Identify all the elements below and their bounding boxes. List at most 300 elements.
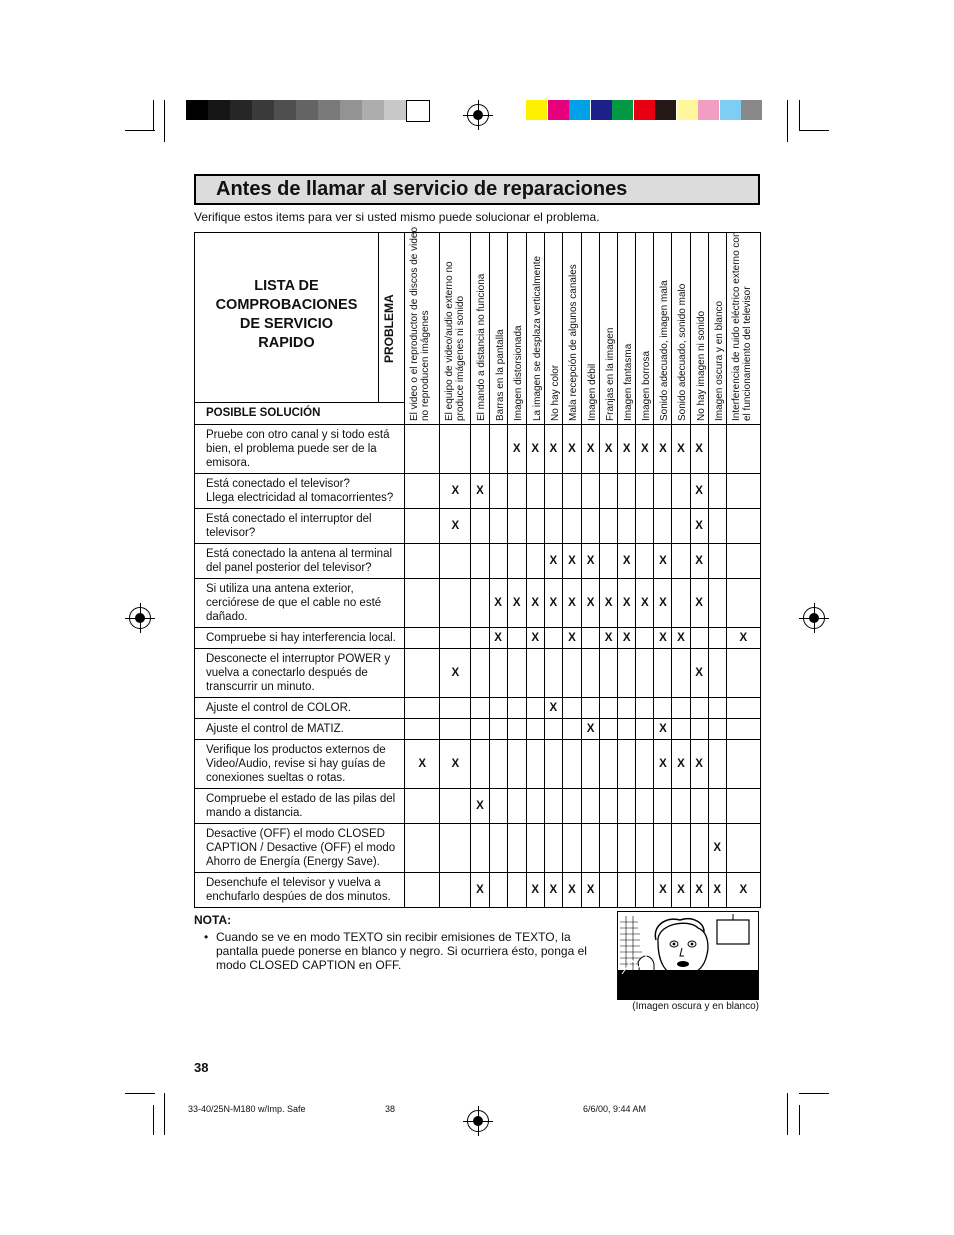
check-mark-cell bbox=[726, 649, 760, 698]
check-mark-cell bbox=[471, 544, 489, 579]
check-mark-cell bbox=[636, 824, 654, 873]
problem-label-cell bbox=[378, 233, 404, 403]
check-mark-cell bbox=[471, 824, 489, 873]
check-mark: X bbox=[713, 884, 722, 896]
check-mark-cell bbox=[507, 474, 526, 509]
check-mark: X bbox=[568, 597, 576, 609]
solution-line: Está conectado el interruptor del bbox=[206, 513, 372, 525]
check-mark-cell bbox=[489, 740, 507, 789]
check-mark: X bbox=[586, 443, 595, 455]
check-mark: X bbox=[604, 443, 613, 455]
check-mark-cell bbox=[690, 425, 708, 474]
problem-label-line: Imagen borrosa bbox=[641, 350, 653, 421]
check-mark-cell bbox=[471, 579, 489, 628]
check-mark-cell bbox=[708, 474, 726, 509]
check-mark-cell bbox=[618, 719, 636, 740]
check-mark-cell bbox=[708, 544, 726, 579]
check-mark-cell bbox=[708, 649, 726, 698]
check-mark-cell bbox=[489, 789, 507, 824]
check-mark-cell bbox=[654, 628, 672, 649]
color-swatch bbox=[526, 100, 547, 120]
check-mark-cell bbox=[440, 824, 471, 873]
check-mark-cell bbox=[708, 509, 726, 544]
check-mark-cell bbox=[708, 425, 726, 474]
page-title: Antes de llamar al servicio de reparaciones bbox=[216, 178, 628, 200]
check-mark-cell bbox=[600, 740, 618, 789]
check-mark-cell bbox=[726, 628, 760, 649]
check-mark: X bbox=[659, 597, 667, 609]
note-item bbox=[204, 930, 594, 972]
check-mark-cell bbox=[489, 873, 507, 908]
solution-line: Está conectado la antena al terminal bbox=[206, 548, 393, 560]
check-mark-cell bbox=[726, 698, 760, 719]
solution-line: Está conectado el televisor? bbox=[206, 478, 350, 490]
problem-header bbox=[405, 226, 440, 425]
gray-swatch bbox=[186, 100, 208, 120]
check-mark-cell bbox=[471, 789, 489, 824]
check-mark-cell bbox=[672, 740, 690, 789]
check-mark-cell bbox=[690, 649, 708, 698]
check-mark: X bbox=[604, 632, 613, 644]
check-mark-cell bbox=[600, 789, 618, 824]
check-mark-cell bbox=[489, 719, 507, 740]
check-mark: X bbox=[695, 758, 703, 770]
check-mark: X bbox=[622, 443, 631, 455]
check-mark-cell bbox=[405, 873, 440, 908]
check-mark-cell bbox=[672, 628, 690, 649]
check-mark-cell bbox=[507, 579, 526, 628]
table-row bbox=[195, 649, 761, 698]
solution-cell bbox=[195, 873, 405, 908]
table-row bbox=[195, 579, 761, 628]
check-mark-cell bbox=[636, 698, 654, 719]
check-mark-cell bbox=[526, 509, 544, 544]
solution-cell bbox=[195, 698, 405, 719]
check-mark: X bbox=[695, 485, 703, 497]
check-mark-cell bbox=[618, 873, 636, 908]
gray-swatch bbox=[230, 100, 252, 120]
check-mark-cell bbox=[405, 425, 440, 474]
problem-label-line: el funcionamiento del televisor bbox=[741, 286, 753, 421]
check-mark-cell bbox=[618, 628, 636, 649]
man-with-tv-illustration bbox=[618, 912, 758, 999]
table-row bbox=[195, 544, 761, 579]
check-mark-cell bbox=[562, 509, 581, 544]
check-mark-cell bbox=[690, 719, 708, 740]
check-mark-cell bbox=[526, 628, 544, 649]
check-mark-cell bbox=[562, 719, 581, 740]
check-mark-cell bbox=[636, 789, 654, 824]
problem-header bbox=[526, 233, 544, 425]
color-swatch bbox=[698, 100, 719, 120]
check-mark-cell bbox=[690, 789, 708, 824]
solution-line: Verifique los productos externos de bbox=[206, 744, 386, 756]
check-mark-cell bbox=[618, 698, 636, 719]
check-mark-cell bbox=[526, 474, 544, 509]
check-mark-cell bbox=[405, 579, 440, 628]
check-mark-cell bbox=[562, 474, 581, 509]
service-checklist-table bbox=[194, 226, 761, 908]
registration-mark-icon bbox=[467, 1110, 489, 1132]
check-mark-cell bbox=[726, 824, 760, 873]
check-mark-cell bbox=[471, 719, 489, 740]
solution-line: vuelva a conectarlo después de bbox=[206, 667, 368, 679]
check-mark-cell bbox=[507, 649, 526, 698]
check-mark-cell bbox=[562, 425, 581, 474]
check-mark-cell bbox=[581, 509, 599, 544]
check-mark: X bbox=[586, 884, 595, 896]
check-mark-cell bbox=[654, 824, 672, 873]
check-mark-cell bbox=[581, 628, 599, 649]
check-mark-cell bbox=[471, 509, 489, 544]
problem-header bbox=[726, 233, 760, 425]
registration-mark-icon bbox=[803, 607, 825, 629]
check-mark-cell bbox=[581, 544, 599, 579]
heading-line: LISTA DE bbox=[254, 278, 319, 294]
check-mark-cell bbox=[544, 474, 562, 509]
check-mark-cell bbox=[562, 544, 581, 579]
check-mark-cell bbox=[507, 789, 526, 824]
check-mark-cell bbox=[471, 740, 489, 789]
problem-header bbox=[507, 233, 526, 425]
problem-label-line: Interferencia de ruido eléctrico externo con bbox=[730, 231, 742, 421]
heading-line: RAPIDO bbox=[258, 335, 315, 351]
check-mark-cell bbox=[440, 873, 471, 908]
check-mark-cell bbox=[600, 719, 618, 740]
gray-swatch bbox=[318, 100, 340, 120]
check-mark-cell bbox=[526, 425, 544, 474]
check-mark: X bbox=[713, 842, 722, 854]
problem-header bbox=[690, 233, 708, 425]
check-mark: X bbox=[568, 884, 576, 896]
check-mark: X bbox=[677, 443, 685, 455]
check-mark-cell bbox=[600, 579, 618, 628]
check-mark-cell bbox=[618, 649, 636, 698]
problem-header bbox=[544, 233, 562, 425]
solution-line: Ahorro de Energía (Energy Save). bbox=[206, 856, 380, 868]
check-mark-cell bbox=[726, 474, 760, 509]
check-mark-cell bbox=[636, 628, 654, 649]
check-mark-cell bbox=[636, 544, 654, 579]
check-mark-cell bbox=[489, 474, 507, 509]
check-mark-cell bbox=[618, 509, 636, 544]
check-mark-cell bbox=[405, 628, 440, 649]
check-mark-cell bbox=[507, 873, 526, 908]
gray-swatch bbox=[208, 100, 230, 120]
solution-cell bbox=[195, 579, 405, 628]
check-mark-cell bbox=[600, 824, 618, 873]
check-mark: X bbox=[418, 758, 427, 770]
color-swatch bbox=[741, 100, 762, 120]
check-mark-cell bbox=[507, 824, 526, 873]
check-mark-cell bbox=[654, 719, 672, 740]
check-mark-cell bbox=[672, 824, 690, 873]
color-swatch bbox=[548, 100, 569, 120]
check-mark-cell bbox=[618, 579, 636, 628]
check-mark-cell bbox=[708, 789, 726, 824]
intro-text: Verifique estos items para ver si usted mismo puede solucionar el problema. bbox=[194, 210, 600, 224]
check-mark-cell bbox=[489, 628, 507, 649]
check-mark: X bbox=[549, 884, 558, 896]
check-mark-cell bbox=[654, 740, 672, 789]
check-mark-cell bbox=[581, 789, 599, 824]
check-mark-cell bbox=[544, 425, 562, 474]
check-mark-cell bbox=[618, 740, 636, 789]
check-mark-cell bbox=[489, 649, 507, 698]
problem-label-line: Sonido adecuado, imagen mala bbox=[659, 280, 671, 421]
check-mark-cell bbox=[636, 873, 654, 908]
problem-label-line: Sonido adecuado, sonido malo bbox=[677, 283, 689, 421]
problem-label-line: Franjas en la imagen bbox=[605, 327, 617, 421]
check-mark: X bbox=[695, 667, 703, 679]
check-mark-cell bbox=[544, 509, 562, 544]
check-mark-cell bbox=[581, 579, 599, 628]
table-row bbox=[195, 474, 761, 509]
problem-label-line: La imagen se desplaza verticalmente bbox=[531, 255, 543, 421]
check-mark-cell bbox=[618, 544, 636, 579]
check-mark-cell bbox=[672, 544, 690, 579]
check-mark-cell bbox=[726, 789, 760, 824]
check-mark-cell bbox=[654, 509, 672, 544]
problem-label-line: No hay color bbox=[549, 364, 561, 421]
check-mark-cell bbox=[507, 425, 526, 474]
problem-label-line: No hay imagen ni sonido bbox=[695, 310, 707, 421]
check-mark-cell bbox=[581, 649, 599, 698]
solution-cell bbox=[195, 628, 405, 649]
check-mark-cell bbox=[672, 719, 690, 740]
problem-header bbox=[636, 233, 654, 425]
check-mark: X bbox=[494, 632, 502, 644]
bullet: • bbox=[204, 930, 209, 944]
check-mark-cell bbox=[600, 698, 618, 719]
solution-line: emisora. bbox=[206, 457, 251, 469]
check-mark-cell bbox=[544, 719, 562, 740]
check-mark-cell bbox=[405, 509, 440, 544]
check-mark-cell bbox=[708, 628, 726, 649]
check-mark: X bbox=[695, 884, 703, 896]
solution-line: Llega electricidad al tomacorrientes? bbox=[206, 492, 394, 504]
check-mark-cell bbox=[672, 474, 690, 509]
check-mark: X bbox=[659, 723, 667, 735]
check-mark: X bbox=[695, 555, 703, 567]
check-mark-cell bbox=[489, 509, 507, 544]
color-swatch bbox=[634, 100, 655, 120]
check-mark-cell bbox=[405, 824, 440, 873]
check-mark-cell bbox=[489, 824, 507, 873]
check-mark-cell bbox=[405, 740, 440, 789]
check-mark: X bbox=[695, 520, 703, 532]
table-row bbox=[195, 628, 761, 649]
check-mark: X bbox=[549, 555, 558, 567]
check-mark-cell bbox=[690, 628, 708, 649]
check-mark-cell bbox=[544, 544, 562, 579]
table-row bbox=[195, 740, 761, 789]
solution-line: Ajuste el control de MATIZ. bbox=[206, 723, 344, 735]
check-mark-cell bbox=[405, 719, 440, 740]
solution-label: POSIBLE SOLUCIÓN bbox=[195, 402, 405, 424]
check-mark-cell bbox=[489, 698, 507, 719]
check-mark: X bbox=[622, 597, 631, 609]
check-mark-cell bbox=[708, 740, 726, 789]
check-mark-cell bbox=[562, 873, 581, 908]
check-mark-cell bbox=[581, 719, 599, 740]
check-mark-cell bbox=[471, 873, 489, 908]
check-mark-cell bbox=[600, 425, 618, 474]
problem-label-line: Imagen oscura y en blanco bbox=[713, 300, 725, 421]
problem-header bbox=[618, 233, 636, 425]
check-mark: X bbox=[622, 555, 631, 567]
check-mark-cell bbox=[654, 698, 672, 719]
check-mark: X bbox=[739, 632, 748, 644]
table-row bbox=[195, 698, 761, 719]
check-mark-cell bbox=[440, 649, 471, 698]
solution-line: bien, el problema puede ser de la bbox=[206, 443, 377, 455]
check-mark-cell bbox=[562, 628, 581, 649]
problem-label: PROBLEMA bbox=[381, 294, 396, 363]
check-mark-cell bbox=[726, 873, 760, 908]
check-mark-cell bbox=[726, 544, 760, 579]
solution-line: Compruebe si hay interferencia local. bbox=[206, 632, 396, 644]
check-mark-cell bbox=[726, 740, 760, 789]
solution-line: CAPTION / Desactive (OFF) el modo bbox=[206, 842, 396, 854]
problem-label-line: El equipo de video/audio externo no bbox=[444, 261, 456, 421]
check-mark-cell bbox=[544, 740, 562, 789]
note-label: NOTA: bbox=[194, 913, 232, 927]
check-mark-cell bbox=[544, 824, 562, 873]
check-mark: X bbox=[640, 443, 649, 455]
check-mark-cell bbox=[507, 544, 526, 579]
solution-cell bbox=[195, 789, 405, 824]
color-swatch bbox=[677, 100, 698, 120]
check-mark-cell bbox=[526, 789, 544, 824]
check-mark-cell bbox=[654, 789, 672, 824]
check-mark-cell bbox=[600, 544, 618, 579]
check-mark-cell bbox=[405, 544, 440, 579]
check-mark-cell bbox=[672, 509, 690, 544]
check-mark-cell bbox=[708, 824, 726, 873]
solution-line: Video/Audio, revise si hay guías de bbox=[206, 758, 386, 770]
problem-label-line: Imagen fantasma bbox=[623, 343, 635, 421]
check-mark-cell bbox=[636, 425, 654, 474]
check-mark-cell bbox=[405, 649, 440, 698]
check-mark: X bbox=[549, 702, 558, 714]
check-mark-cell bbox=[726, 579, 760, 628]
solution-line: Compruebe el estado de las pilas del bbox=[206, 793, 396, 805]
problem-header bbox=[471, 233, 489, 425]
problem-header bbox=[672, 233, 690, 425]
check-mark-cell bbox=[471, 698, 489, 719]
check-mark-cell bbox=[690, 740, 708, 789]
gray-swatch bbox=[384, 100, 406, 120]
check-mark: X bbox=[739, 884, 748, 896]
check-mark-cell bbox=[526, 719, 544, 740]
illustration-caption: (Imagen oscura y en blanco) bbox=[632, 1001, 759, 1012]
check-mark: X bbox=[531, 597, 540, 609]
problem-header bbox=[708, 233, 726, 425]
check-mark: X bbox=[659, 555, 667, 567]
check-mark: X bbox=[476, 485, 484, 497]
check-mark-cell bbox=[471, 649, 489, 698]
check-mark-cell bbox=[544, 649, 562, 698]
check-mark: X bbox=[451, 667, 460, 679]
gray-swatch bbox=[340, 100, 362, 120]
check-mark-cell bbox=[526, 824, 544, 873]
check-mark-cell bbox=[600, 873, 618, 908]
check-mark-cell bbox=[708, 719, 726, 740]
check-mark: X bbox=[677, 632, 685, 644]
check-mark: X bbox=[568, 632, 576, 644]
check-mark-cell bbox=[440, 719, 471, 740]
footer-center: 38 bbox=[385, 1104, 396, 1114]
check-mark: X bbox=[476, 884, 484, 896]
solution-line: Desactive (OFF) el modo CLOSED bbox=[206, 828, 385, 840]
check-mark-cell bbox=[690, 873, 708, 908]
check-mark-cell bbox=[708, 873, 726, 908]
table-row bbox=[195, 873, 761, 908]
check-mark-cell bbox=[507, 698, 526, 719]
check-mark: X bbox=[659, 884, 667, 896]
solution-line: transcurrir un minuto. bbox=[206, 681, 315, 693]
check-mark-cell bbox=[562, 740, 581, 789]
check-mark-cell bbox=[600, 474, 618, 509]
check-mark-cell bbox=[654, 474, 672, 509]
solution-line: Desconecte el interruptor POWER y bbox=[206, 653, 391, 665]
problem-header bbox=[562, 233, 581, 425]
problem-label-line: Imagen distorsionada bbox=[512, 325, 524, 421]
check-mark-cell bbox=[405, 789, 440, 824]
problem-header bbox=[654, 233, 672, 425]
note-text: Cuando se ve en modo TEXTO sin recibir emisiones de TEXTO, la pantalla puede ponerse en blanco y negro. Si ocurriera ésto, ponga el modo CLOSED CAPTION en OFF. bbox=[216, 930, 587, 972]
gray-swatch bbox=[252, 100, 274, 120]
check-mark-cell bbox=[726, 425, 760, 474]
check-mark-cell bbox=[690, 698, 708, 719]
problem-header bbox=[440, 233, 471, 425]
heading-line: COMPROBACIONES bbox=[215, 297, 358, 313]
check-mark-cell bbox=[636, 740, 654, 789]
check-mark-cell bbox=[562, 824, 581, 873]
color-swatch bbox=[720, 100, 741, 120]
check-mark-cell bbox=[672, 698, 690, 719]
solution-cell bbox=[195, 509, 405, 544]
check-mark-cell bbox=[440, 544, 471, 579]
check-mark-cell bbox=[636, 474, 654, 509]
color-swatch bbox=[591, 100, 612, 120]
problem-header bbox=[600, 233, 618, 425]
check-mark-cell bbox=[526, 873, 544, 908]
solution-line: enchufarlo despúes de dos minutos. bbox=[206, 891, 391, 903]
check-mark-cell bbox=[440, 509, 471, 544]
check-mark: X bbox=[531, 443, 540, 455]
solution-line: mando a distancia. bbox=[206, 807, 303, 819]
solution-line: del panel posterior del televisor? bbox=[206, 562, 372, 574]
gray-swatch bbox=[406, 100, 430, 122]
solution-cell bbox=[195, 824, 405, 873]
check-mark-cell bbox=[440, 698, 471, 719]
check-mark-cell bbox=[471, 474, 489, 509]
check-mark-cell bbox=[636, 579, 654, 628]
solution-cell bbox=[195, 474, 405, 509]
solution-cell bbox=[195, 740, 405, 789]
check-mark: X bbox=[494, 597, 502, 609]
registration-mark-icon bbox=[467, 104, 489, 126]
color-swatch bbox=[612, 100, 633, 120]
problem-label-line: El video o el reproductor de discos de video bbox=[409, 226, 421, 421]
check-mark-cell bbox=[507, 719, 526, 740]
check-mark-cell bbox=[440, 628, 471, 649]
check-mark-cell bbox=[440, 425, 471, 474]
check-mark-cell bbox=[636, 649, 654, 698]
check-mark-cell bbox=[581, 698, 599, 719]
